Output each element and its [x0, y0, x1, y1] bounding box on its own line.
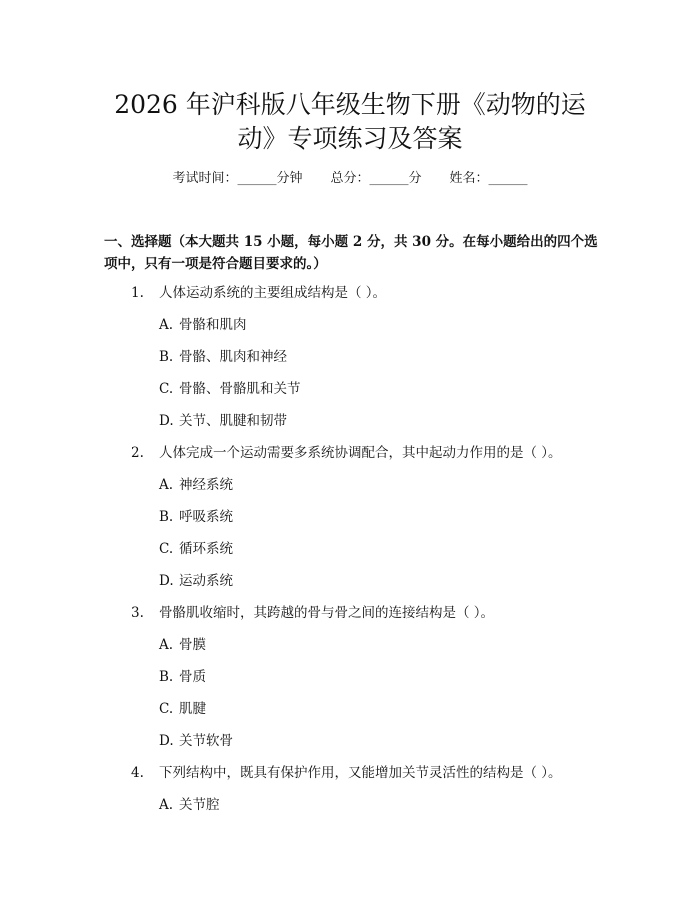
option-text: 关节软骨 [179, 733, 233, 749]
option-letter: D. [159, 733, 174, 749]
option-text: 骨质 [179, 669, 206, 685]
question-2-option-a [159, 475, 233, 495]
total-score-label: 总分：______分 [330, 171, 422, 186]
option-text: 循环系统 [179, 541, 233, 557]
question-4-option-a [159, 795, 220, 815]
section-heading-line-1: 一、选择题（本大题共 15 小题，每小题 2 分，共 30 分。在每小题给出的四个选 [104, 234, 598, 250]
document-title-line-2: 动》专项练习及答案 [237, 124, 463, 153]
option-letter: A. [159, 797, 174, 813]
option-text: 骨骼和肌肉 [179, 317, 247, 333]
option-text: 关节、肌腱和韧带 [179, 413, 287, 429]
question-text: 人体运动系统的主要组成结构是（ ）。 [159, 285, 387, 301]
option-text: 骨膜 [179, 637, 206, 653]
question-text: 下列结构中，既具有保护作用，又能增加关节灵活性的结构是（ ）。 [159, 765, 562, 781]
question-1-option-a [159, 315, 247, 335]
question-2-option-d [159, 571, 233, 591]
document-title-line-1: 2026 年沪科版八年级生物下册《动物的运 [114, 90, 586, 119]
option-letter: B. [159, 509, 174, 525]
section-heading-line-2: 项中，只有一项是符合题目要求的。） [104, 256, 327, 272]
question-number: 4. [131, 765, 144, 781]
question-4 [131, 763, 562, 783]
question-2 [131, 443, 562, 463]
question-3 [131, 603, 494, 623]
option-text: 运动系统 [179, 573, 233, 589]
option-letter: C. [159, 701, 174, 717]
question-1-option-b [159, 347, 287, 367]
question-text: 人体完成一个运动需要多系统协调配合，其中起动力作用的是（ ）。 [159, 445, 562, 461]
option-letter: B. [159, 669, 174, 685]
question-text: 骨骼肌收缩时，其跨越的骨与骨之间的连接结构是（ ）。 [159, 605, 495, 621]
option-text: 关节腔 [179, 797, 220, 813]
question-3-option-a [159, 635, 206, 655]
question-3-option-d [159, 731, 233, 751]
exam-info-line [0, 170, 700, 188]
option-letter: C. [159, 381, 174, 397]
option-letter: D. [159, 413, 174, 429]
option-letter: C. [159, 541, 174, 557]
question-1-option-c [159, 379, 301, 399]
question-1-option-d [159, 411, 287, 431]
option-letter: B. [159, 349, 174, 365]
option-letter: D. [159, 573, 174, 589]
option-letter: A. [159, 637, 174, 653]
question-1 [131, 283, 386, 303]
option-text: 骨骼、骨骼肌和关节 [179, 381, 301, 397]
question-2-option-c [159, 539, 233, 559]
name-label: 姓名：______ [449, 171, 528, 186]
option-text: 骨骼、肌肉和神经 [179, 349, 287, 365]
question-number: 1. [131, 285, 144, 301]
question-2-option-b [159, 507, 233, 527]
option-letter: A. [159, 317, 174, 333]
option-text: 肌腱 [179, 701, 206, 717]
option-letter: A. [159, 477, 174, 493]
question-3-option-c [159, 699, 206, 719]
question-number: 2. [131, 445, 144, 461]
question-3-option-b [159, 667, 206, 687]
option-text: 呼吸系统 [179, 509, 233, 525]
question-number: 3. [131, 605, 144, 621]
option-text: 神经系统 [179, 477, 233, 493]
exam-time-label: 考试时间：______分钟 [172, 171, 303, 186]
